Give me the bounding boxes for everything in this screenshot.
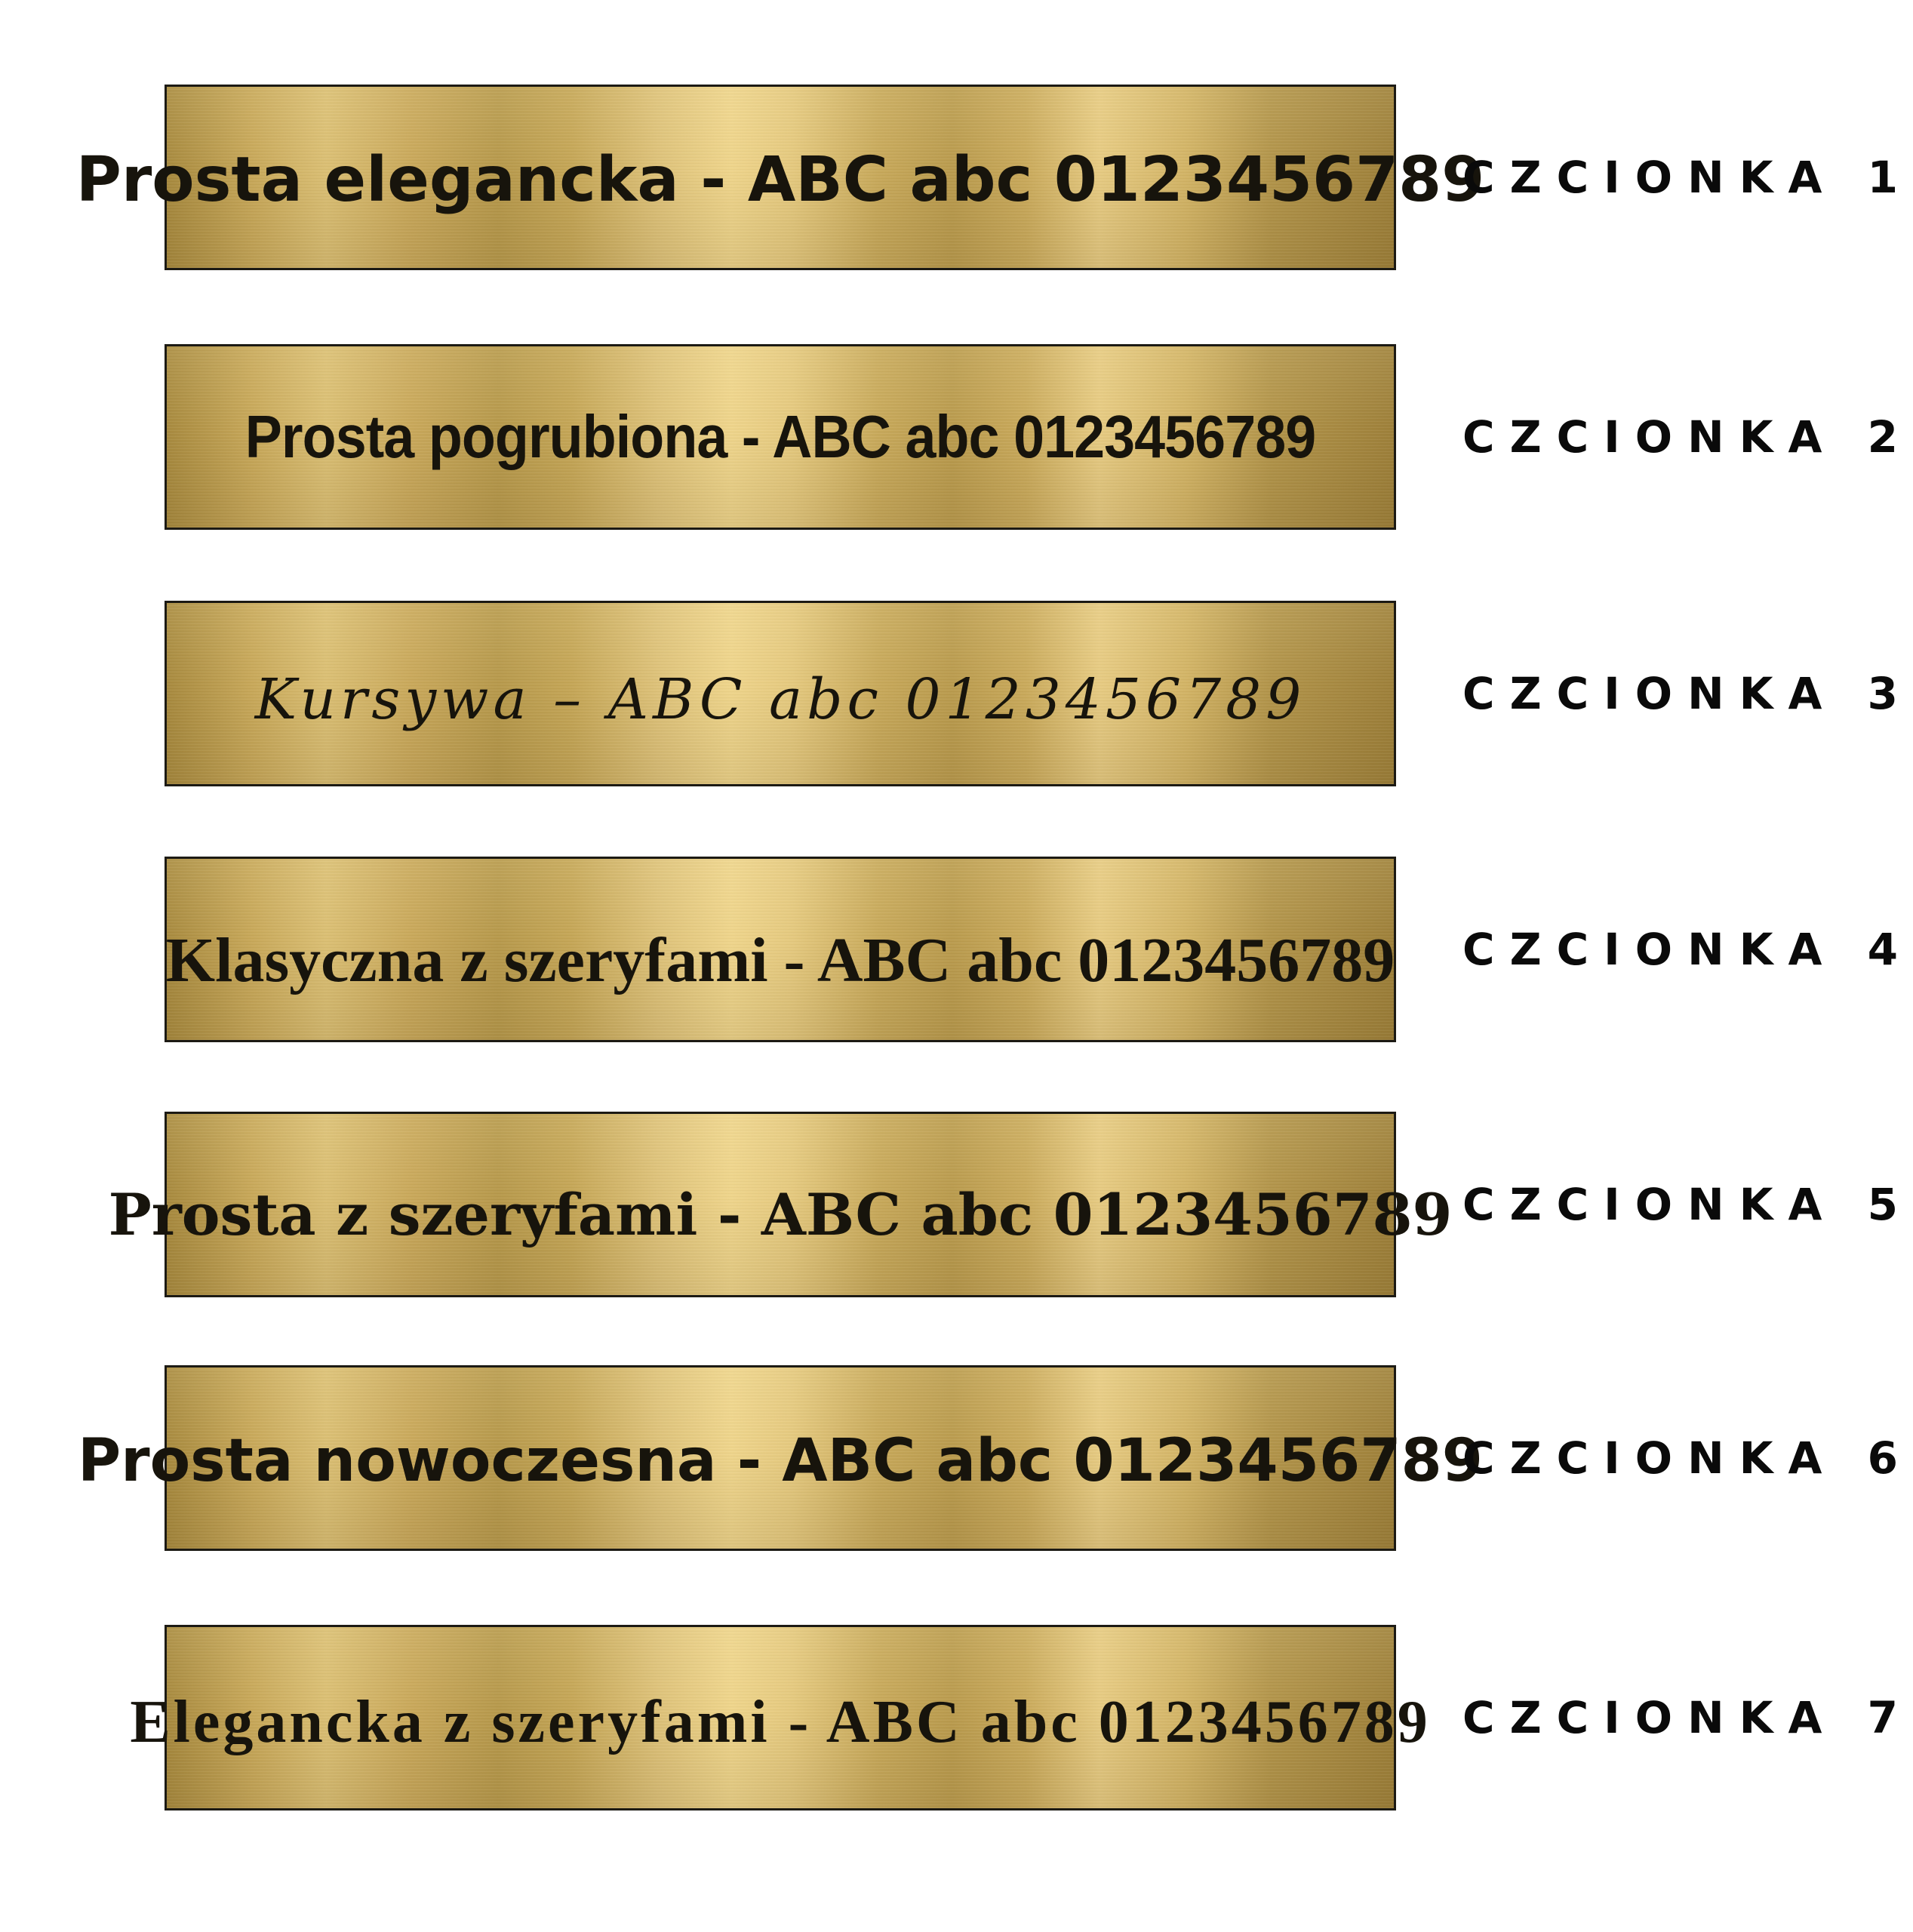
font-sample-row-4	[0, 857, 1913, 1045]
font-label-1: CZCIONKA 1	[1462, 152, 1913, 203]
plate-sample-text-6: Prosta nowoczesna - ABC abc 0123456789	[77, 1427, 1484, 1495]
font-label-4: CZCIONKA 4	[1462, 924, 1913, 975]
plate-sample-text-3: Kursywa – ABC abc 0123456789	[254, 667, 1306, 732]
plate-sample-text-4: Klasyczna z szeryfami - ABC abc 0123456789	[165, 924, 1395, 995]
font-label-5: CZCIONKA 5	[1462, 1179, 1913, 1230]
plate-sample-text-1: Prosta elegancka - ABC abc 0123456789	[75, 143, 1485, 216]
gold-plate-2	[165, 344, 1396, 530]
gold-plate-3	[165, 601, 1396, 786]
font-sample-row-3	[0, 601, 1913, 789]
gold-plate-5	[108, 1112, 1453, 1297]
font-sample-row-7	[0, 1625, 1913, 1814]
font-label-3: CZCIONKA 3	[1462, 668, 1913, 719]
font-label-2: CZCIONKA 2	[1462, 411, 1913, 463]
plate-sample-text-2: Prosta pogrubiona - ABC abc 0123456789	[245, 403, 1316, 470]
font-label-7: CZCIONKA 7	[1462, 1692, 1913, 1743]
font-sample-row-2	[0, 344, 1913, 533]
plate-sample-text-7: Elegancka z szeryfami - ABC abc 0123456789	[130, 1688, 1431, 1755]
font-sample-row-1	[0, 85, 1913, 273]
font-sample-row-6	[0, 1365, 1913, 1554]
font-sample-row-5	[0, 1112, 1913, 1300]
gold-plate-7	[130, 1625, 1431, 1810]
font-label-6: CZCIONKA 6	[1462, 1432, 1913, 1484]
plate-sample-text-5: Prosta z szeryfami - ABC abc 0123456789	[108, 1180, 1453, 1248]
gold-plate-4	[165, 857, 1396, 1042]
gold-plate-1	[75, 85, 1485, 270]
gold-plate-6	[77, 1365, 1484, 1551]
